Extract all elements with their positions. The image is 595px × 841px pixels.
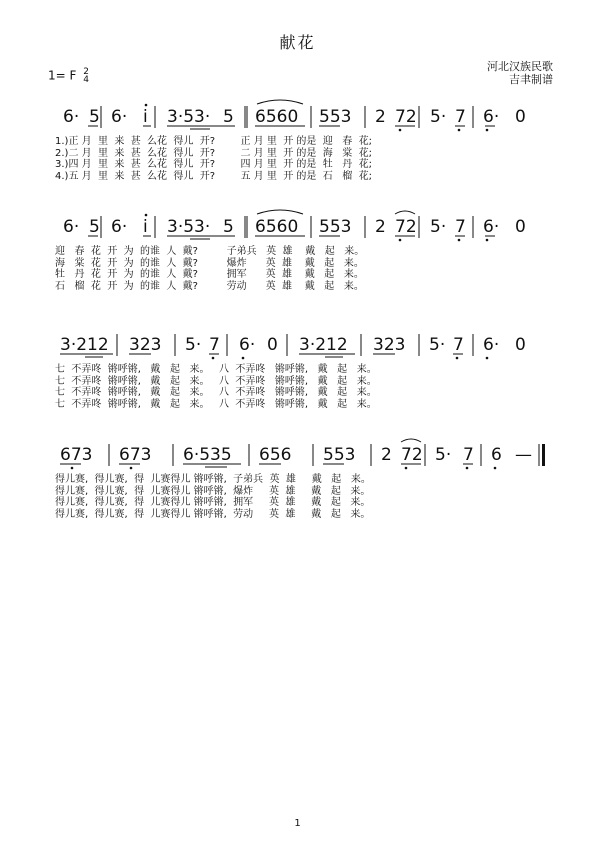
svg-text:5·: 5· <box>430 217 447 237</box>
lyric-line: 得儿赛, 得儿赛, 得 儿赛得儿 锵呼锵, 拥军 英 雄 戴 起 来。 <box>55 497 371 508</box>
svg-text:6: 6 <box>491 445 502 465</box>
svg-text:6·: 6· <box>111 217 128 237</box>
time-bottom: 4 <box>83 75 89 85</box>
lyrics-block-2 <box>55 246 547 292</box>
svg-text:3·212: 3·212 <box>299 335 348 355</box>
time-signature <box>83 68 89 84</box>
svg-text:7: 7 <box>463 445 474 465</box>
svg-text:2: 2 <box>375 217 386 237</box>
svg-text:7: 7 <box>453 335 464 355</box>
svg-text:3·53·: 3·53· <box>167 107 211 127</box>
svg-text:6·: 6· <box>483 217 500 237</box>
svg-text:i: i <box>143 107 148 127</box>
svg-text:3·212: 3·212 <box>60 335 109 355</box>
svg-text:5·: 5· <box>430 107 447 127</box>
lyric-line: 七 不弄咚 锵呼锵, 戴 起 来。 八 不弄咚 锵呼锵, 戴 起 来。 <box>55 364 377 375</box>
lyric-line: 2.)二 月 里 来 甚 么花 得儿 开? 二 月 里 开 的是 海 棠 花; <box>55 147 373 159</box>
svg-text:7: 7 <box>455 107 466 127</box>
lyric-line: 3.)四 月 里 来 甚 么花 得儿 开? 四 月 里 开 的是 牡 丹 花; <box>55 159 373 170</box>
svg-text:6·: 6· <box>111 107 128 127</box>
svg-text:5·: 5· <box>435 445 452 465</box>
origin-label: 河北汉族民歌 <box>487 60 553 73</box>
svg-text:553: 553 <box>319 217 352 237</box>
time-top: 2 <box>83 67 89 77</box>
lyrics-block-1 <box>55 136 547 182</box>
key-signature <box>48 68 89 84</box>
svg-text:—: — <box>515 445 532 465</box>
svg-text:0: 0 <box>515 107 526 127</box>
key-label: 1= F <box>48 68 77 83</box>
lyric-line: 七 不弄咚 锵呼锵, 戴 起 来。 八 不弄咚 锵呼锵, 戴 起 来。 <box>55 387 377 398</box>
svg-text:6560: 6560 <box>255 217 299 237</box>
notation-row-2 <box>55 208 547 248</box>
svg-text:72: 72 <box>395 217 417 237</box>
svg-text:7: 7 <box>455 217 466 237</box>
lyrics-block-3 <box>55 364 547 410</box>
svg-text:6·: 6· <box>483 107 500 127</box>
svg-text:5: 5 <box>223 107 234 127</box>
lyric-line: 七 不弄咚 锵呼锵, 戴 起 来。 八 不弄咚 锵呼锵, 戴 起 来。 <box>55 398 377 410</box>
song-title: 献花 <box>279 33 316 52</box>
svg-text:5·: 5· <box>429 335 446 355</box>
svg-text:673: 673 <box>60 445 93 465</box>
lyric-line: 得儿赛, 得儿赛, 得 儿赛得儿 锵呼锵, 劳动 英 雄 戴 起 来。 <box>55 508 371 520</box>
svg-text:656: 656 <box>259 445 292 465</box>
svg-text:5: 5 <box>89 107 100 127</box>
svg-text:323: 323 <box>129 335 162 355</box>
svg-text:553: 553 <box>323 445 356 465</box>
lyrics-block-4 <box>55 474 547 520</box>
page-number: 1 <box>294 818 301 829</box>
svg-text:i: i <box>143 217 148 237</box>
svg-text:72: 72 <box>401 445 423 465</box>
song-origin-block <box>487 60 553 86</box>
svg-text:6560: 6560 <box>255 107 299 127</box>
svg-text:5·: 5· <box>185 335 202 355</box>
svg-text:5: 5 <box>89 217 100 237</box>
svg-text:6·: 6· <box>483 335 500 355</box>
svg-text:673: 673 <box>119 445 152 465</box>
svg-text:6·: 6· <box>239 335 256 355</box>
notation-row-3 <box>55 326 547 366</box>
lyric-line: 牡 丹 花 开 为 的谁 人 戴? 拥军 英 雄 戴 起 来。 <box>55 269 364 280</box>
svg-text:323: 323 <box>373 335 406 355</box>
svg-text:0: 0 <box>515 335 526 355</box>
svg-text:6·: 6· <box>63 107 80 127</box>
lyric-line: 七 不弄咚 锵呼锵, 戴 起 来。 八 不弄咚 锵呼锵, 戴 起 来。 <box>55 375 377 387</box>
lyric-line: 1.)正 月 里 来 甚 么花 得儿 开? 正 月 里 开 的是 迎 春 花; <box>55 136 373 147</box>
svg-text:553: 553 <box>319 107 352 127</box>
svg-text:6·: 6· <box>63 217 80 237</box>
lyric-line: 迎 春 花 开 为 的谁 人 戴? 子弟兵 英 雄 戴 起 来。 <box>55 246 365 257</box>
svg-text:2: 2 <box>375 107 386 127</box>
svg-text:0: 0 <box>515 217 526 237</box>
lyric-line: 4.)五 月 里 来 甚 么花 得儿 开? 五 月 里 开 的是 石 榴 花; <box>55 170 373 182</box>
svg-text:72: 72 <box>395 107 417 127</box>
svg-text:3·53·: 3·53· <box>167 217 211 237</box>
lyric-line: 石 榴 花 开 为 的谁 人 戴? 劳动 英 雄 戴 起 来。 <box>55 280 364 292</box>
arranger-label: 吉聿制谱 <box>509 73 553 86</box>
svg-text:2: 2 <box>381 445 392 465</box>
notation-row-4 <box>55 436 547 476</box>
lyric-line: 得儿赛, 得儿赛, 得 儿赛得儿 锵呼锵, 子弟兵 英 雄 戴 起 来。 <box>55 474 371 485</box>
notation-row-1 <box>55 98 547 138</box>
svg-text:7: 7 <box>209 335 220 355</box>
lyric-line: 得儿赛, 得儿赛, 得 儿赛得儿 锵呼锵, 爆炸 英 雄 戴 起 来。 <box>55 485 371 497</box>
svg-text:6·535: 6·535 <box>183 445 232 465</box>
svg-text:0: 0 <box>267 335 278 355</box>
svg-text:5: 5 <box>223 217 234 237</box>
lyric-line: 海 棠 花 开 为 的谁 人 戴? 爆炸 英 雄 戴 起 来。 <box>55 257 364 269</box>
